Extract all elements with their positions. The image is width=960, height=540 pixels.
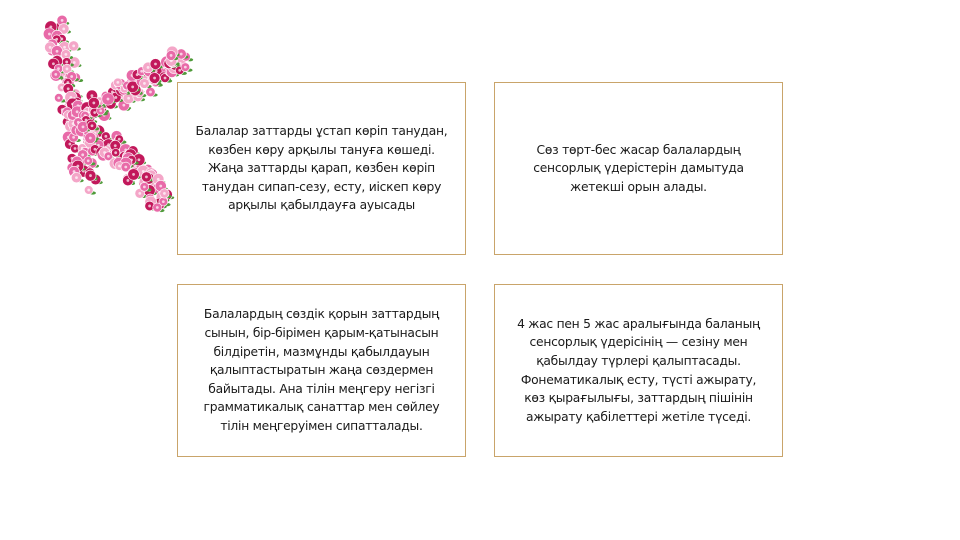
card-speech-role	[494, 82, 783, 255]
flower-letter-k-icon	[20, 10, 200, 220]
card-vocabulary	[177, 284, 466, 457]
card-text: Балалардың сөздік қорын заттардың сынын, бір-бірімен қарым-қатынасын білдіретін, мазмұнды қабылдауын қалыптастыратын жаңа сөздермен байытады. Ана тілін меңгеру негізгі грамматикалық санаттар мен сөйлеу тілін меңгеруімен сипатталады.	[203, 307, 440, 433]
card-age-development	[494, 284, 783, 457]
card-text: Балалар заттарды ұстап көріп танудан, көзбен көру арқылы тануға көшеді. Жаңа заттарды қарап, көзбен көріп танудан сипап-сезу, есту, иіскеп көру арқылы қабылдауға ауысады	[195, 124, 448, 213]
card-text: 4 жас пен 5 жас аралығында баланың сенсорлық үдерісінің — сезіну мен қабылдау түрлері қалыптасады. Фонематикалық есту, түсті ажырату, көз қырағылығы, заттардың пішінін ажырату қабілеттері жетіле түседі.	[517, 316, 760, 424]
card-sensory-transition	[177, 82, 466, 255]
card-text: Сөз төрт-бес жасар балалардың сенсорлық үдерістерін дамытуда жетекші орын алады.	[533, 142, 744, 194]
